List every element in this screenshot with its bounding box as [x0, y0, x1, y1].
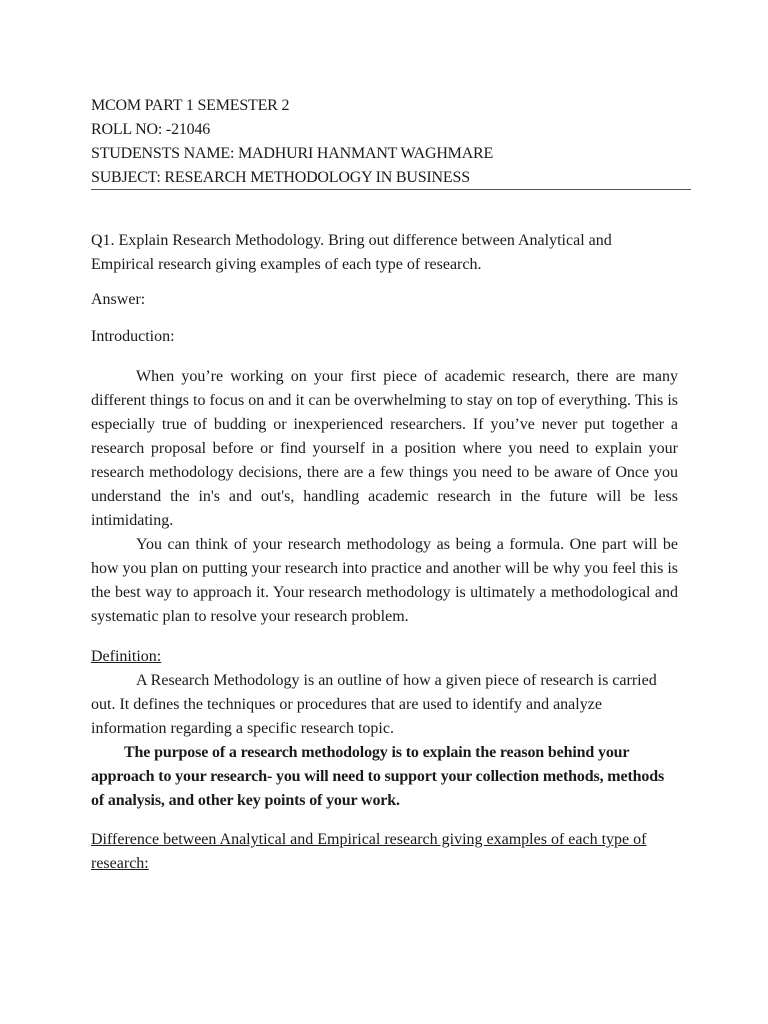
header-divider [91, 189, 691, 190]
definition-paragraph-1: A Research Methodology is an outline of how a given piece of research is carried out. It defines the techniques or procedures that are used to identify and analyze information regarding a specific research topic. [91, 672, 657, 737]
difference-heading: Difference between Analytical and Empirical research giving examples of each type of research: [91, 831, 647, 872]
definition-paragraph-2: The purpose of a research methodology is to explain the reason behind your approach to your research- you will need to support your collection methods, methods of analysis, and other key points of your work. [91, 744, 665, 809]
course-line: MCOM PART 1 SEMESTER 2 [91, 97, 290, 114]
question-text: Q1. Explain Research Methodology. Bring out difference between Analytical and Empirical research giving examples of each type of research. [91, 232, 612, 273]
roll-number-line: ROLL NO: -21046 [91, 121, 211, 138]
student-name-line: STUDENSTS NAME: MADHURI HANMANT WAGHMARE [91, 145, 494, 162]
document-body [91, 229, 678, 892]
document-header [91, 94, 701, 190]
introduction-paragraph-1: When you’re working on your first piece of academic research, there are many different things to focus on and it can be overwhelming to stay on top of everything. This is especially true of budding or inexperienced researchers. If you’ve never put together a research proposal before or find yourself in a position where you need to explain your research methodology decisions, there are a few things you need to be aware of Once you understand the in's and out's, handling academic research in the future will be less intimidating. [91, 368, 678, 529]
definition-heading: Definition: [91, 648, 162, 665]
subject-line: SUBJECT: RESEARCH METHODOLOGY IN BUSINESS [91, 169, 470, 186]
introduction-paragraph-2: You can think of your research methodology as being a formula. One part will be how you plan on putting your research into practice and another will be why you feel this is the best way to approach it. Your research methodology is ultimately a methodological and systematic plan to resolve your research problem. [91, 536, 678, 625]
introduction-label: Introduction: [91, 328, 175, 345]
answer-label: Answer: [91, 291, 146, 308]
